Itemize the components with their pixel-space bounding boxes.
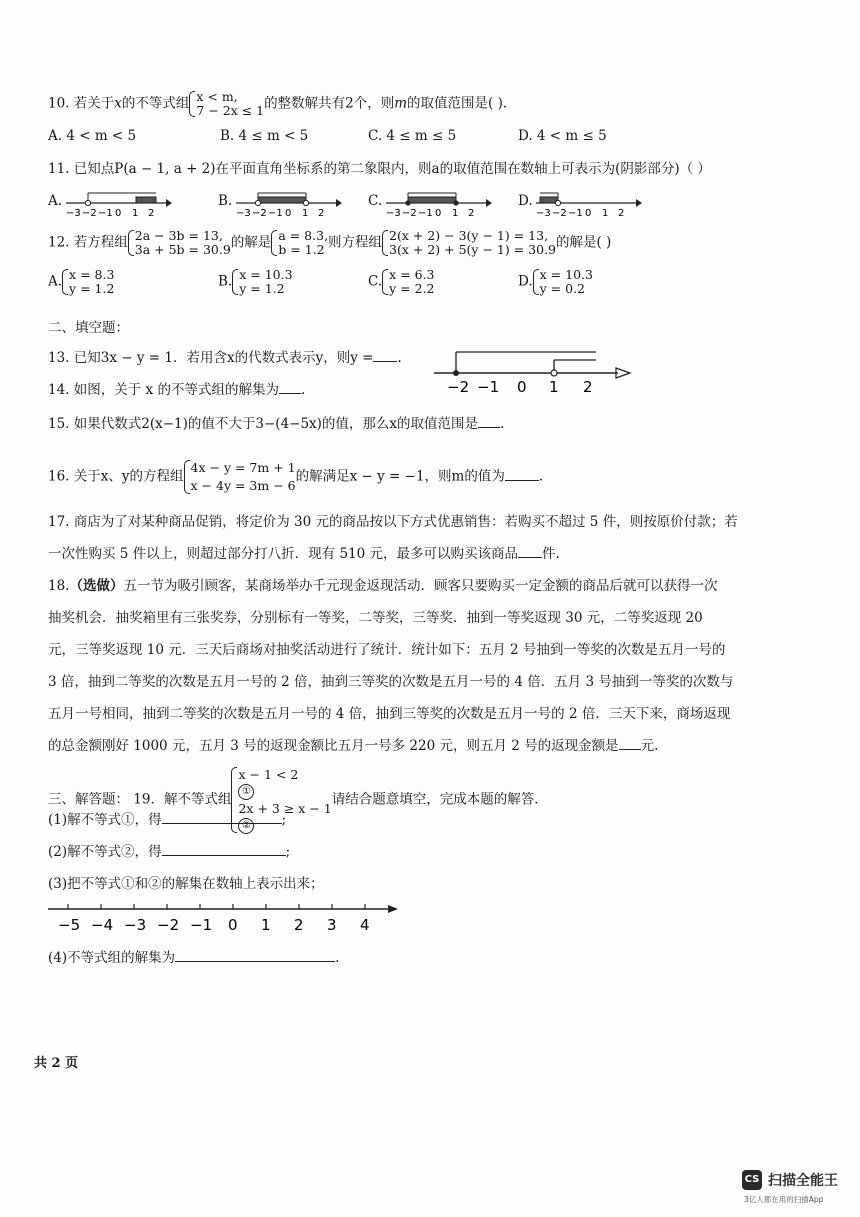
q11-stem: 11. 已知点P(a − 1, a + 2)在平面直角坐标系的第二象限内，则a的取值范围在数轴上可表示为(阴影部分)（ ） xyxy=(48,161,711,177)
q19-stem: 三、解答题： 19．解不等式组 x − 1 < 2 ① 2x + 3 ≥ x − 1 ② 请结合题意填空，完成本题的解答． xyxy=(48,766,548,834)
q12-system-2: 2(x + 2) − 3(y − 1) = 13, 3(x + 2) + 5(y − 1) = 30.9 xyxy=(382,229,556,257)
answer-blank-1[interactable] xyxy=(162,823,282,824)
q16-system: 4x − y = 7m + 1 x − 4y = 3m − 6 xyxy=(184,459,296,495)
q12-system-1: 2a − 3b = 13, 3a + 5b = 30.9 xyxy=(128,229,231,257)
q19-part-3: (3)把不等式①和②的解集在数轴上表示出来； xyxy=(48,876,324,892)
svg-text:2: 2 xyxy=(318,208,325,217)
q13: 13. 已知3x − y = 1．若用含x的代数式表示y，则y = . xyxy=(48,350,402,366)
q14: 14. 如图，关于 x 的不等式组的解集为 . xyxy=(48,382,306,398)
q19-number-line xyxy=(46,898,416,938)
watermark-tagline: 3亿人都在用的扫描App xyxy=(744,1195,824,1204)
svg-text:−5: −5 xyxy=(58,916,81,934)
q11-option-a: A. −3 −2 −1 0 1 2 xyxy=(48,187,178,217)
q12-option-b: B. x = 10.3 y = 1.2 xyxy=(218,267,293,296)
svg-text:4: 4 xyxy=(360,916,370,934)
section-fill-in-heading: 二、填空题： xyxy=(48,320,129,336)
svg-text:0: 0 xyxy=(115,208,122,217)
q10-option-b: B. 4 ≤ m < 5 xyxy=(220,128,309,144)
q16: 16. 关于x、y的方程组 4x − y = 7m + 1 x − 4y = 3m − 6 的解满足x − y = −1，则m的值为 . xyxy=(48,460,544,493)
q10-option-d: D. 4 < m ≤ 5 xyxy=(518,128,607,144)
q12-stem: 12. 若方程组 2a − 3b = 13, 3a + 5b = 30.9 的解是 a = 8.3, b = 1.2 则方程组 2(x + 2) − 3(y − 1) = 13, 3(x + 2) + 5(y − 1) = 30.9 的解是( ) xyxy=(48,228,612,257)
q10-option-a: A. 4 < m < 5 xyxy=(48,128,137,144)
number-line-d xyxy=(518,187,648,217)
q12-solution: a = 8.3, b = 1.2 xyxy=(271,229,328,257)
q18-line-2: 抽奖机会．抽奖箱里有三张奖券，分别标有一等奖，二等奖，三等奖．抽到一等奖返现 30 元，二等奖返现 20 xyxy=(48,610,703,626)
q19-part-1: (1)解不等式①，得 ; xyxy=(48,812,287,828)
svg-text:1: 1 xyxy=(549,378,559,396)
q19-part-2: (2)解不等式②，得 ; xyxy=(48,844,291,860)
number-line-a xyxy=(48,187,178,217)
svg-text:3: 3 xyxy=(327,916,337,934)
q11-option-c: C. −3 −2 −1 0 1 2 xyxy=(368,187,498,217)
svg-text:1: 1 xyxy=(302,208,309,217)
svg-text:−2: −2 xyxy=(402,208,417,217)
q17-line-1: 17. 商店为了对某种商品促销，将定价为 30 元的商品按以下方式优惠销售：若购买不超过 5 件，则按原价付款；若 xyxy=(48,514,738,530)
svg-text:−2: −2 xyxy=(82,208,97,217)
q12-option-a: A. x = 8.3 y = 1.2 xyxy=(48,267,115,296)
svg-text:−2: −2 xyxy=(252,208,267,217)
q19-part-4: (4)不等式组的解集为 . xyxy=(48,950,340,966)
q12-option-c: C. x = 6.3 y = 2.2 xyxy=(368,267,435,296)
q11-option-b: B. −3 −2 −1 0 1 2 xyxy=(218,187,348,217)
q12-option-d: D. x = 10.3 y = 0.2 xyxy=(518,267,593,296)
svg-text:1: 1 xyxy=(602,208,609,217)
q10-stem: 10. 若关于x的不等式组 x < m, 7 − 2x ≤ 1 的整数解共有2个，则m的取值范围是( ). xyxy=(48,89,508,118)
svg-text:−3: −3 xyxy=(236,208,251,217)
svg-text:−2: −2 xyxy=(447,378,470,396)
svg-text:−1: −1 xyxy=(418,208,433,217)
svg-text:−3: −3 xyxy=(124,916,147,934)
svg-text:−1: −1 xyxy=(98,208,113,217)
q18-line-4: 3 倍，抽到二等奖的次数是五月一号的 2 倍，抽到三等奖的次数是五月一号的 4 倍．五月 3 号抽到一等奖的次数与 xyxy=(48,674,734,690)
camscanner-logo-icon: CS xyxy=(742,1170,762,1190)
q18-line-3: 元，三等奖返现 10 元．三天后商场对抽奖活动进行了统计．统计如下：五月 2 号抽到一等奖的次数是五月一号的 xyxy=(48,642,726,658)
q10-inequality-system: x < m, 7 − 2x ≤ 1 xyxy=(189,90,264,118)
svg-text:−1: −1 xyxy=(190,916,213,934)
q18-line-5: 五月一号相同，抽到二等奖的次数是五月一号的 4 倍，抽到三等奖的次数是五月一号的 2 倍．三天下来，商场返现 xyxy=(48,706,731,722)
svg-text:0: 0 xyxy=(585,208,592,217)
number-line-b xyxy=(218,187,348,217)
svg-text:0: 0 xyxy=(517,378,527,396)
svg-text:−3: −3 xyxy=(66,208,81,217)
svg-text:1: 1 xyxy=(261,916,271,934)
svg-text:2: 2 xyxy=(468,208,475,217)
q14-number-line xyxy=(420,340,640,398)
answer-blank-4[interactable] xyxy=(175,961,335,962)
svg-text:−1: −1 xyxy=(568,208,583,217)
svg-text:−2: −2 xyxy=(157,916,180,934)
svg-text:1: 1 xyxy=(452,208,459,217)
svg-text:0: 0 xyxy=(285,208,292,217)
q17-line-2: 一次性购买 5 件以上，则超过部分打八折．现有 510 元，最多可以购买该商品 件. xyxy=(48,546,560,562)
svg-text:2: 2 xyxy=(618,208,625,217)
q15: 15. 如果代数式2(x−1)的值不大于3−(4−5x)的值，那么x的取值范围是 . xyxy=(48,416,505,432)
svg-text:2: 2 xyxy=(294,916,304,934)
q18-line-6: 的总金额刚好 1000 元，五月 3 号的返现金额比五月一号多 220 元，则五月 2 号的返现金额是 元. xyxy=(48,738,659,754)
svg-text:2: 2 xyxy=(148,208,155,217)
answer-blank-2[interactable] xyxy=(162,855,286,856)
svg-text:−1: −1 xyxy=(477,378,500,396)
svg-text:−3: −3 xyxy=(386,208,401,217)
svg-text:−4: −4 xyxy=(91,916,114,934)
svg-text:2: 2 xyxy=(583,378,593,396)
watermark-name: 扫描全能王 xyxy=(768,1173,838,1189)
svg-text:0: 0 xyxy=(435,208,442,217)
svg-text:1: 1 xyxy=(132,208,139,217)
svg-text:−3: −3 xyxy=(536,208,551,217)
optional-tag: （选做） xyxy=(69,578,124,594)
number-line-c xyxy=(368,187,498,217)
page-count: 共 2 页 xyxy=(34,1056,79,1071)
svg-text:0: 0 xyxy=(228,916,238,934)
q19-system: x − 1 < 2 ① 2x + 3 ≥ x − 1 ② xyxy=(231,766,331,834)
q18-line-1: 18.（选做）五一节为吸引顾客，某商场举办千元现金返现活动．顾客只要购买一定金额的商品后就可以获得一次 xyxy=(48,578,718,594)
q10-option-c: C. 4 ≤ m ≤ 5 xyxy=(368,128,457,144)
svg-text:−2: −2 xyxy=(552,208,567,217)
q11-option-d: D. −3 −2 −1 0 1 2 xyxy=(518,187,648,217)
svg-text:−1: −1 xyxy=(268,208,283,217)
